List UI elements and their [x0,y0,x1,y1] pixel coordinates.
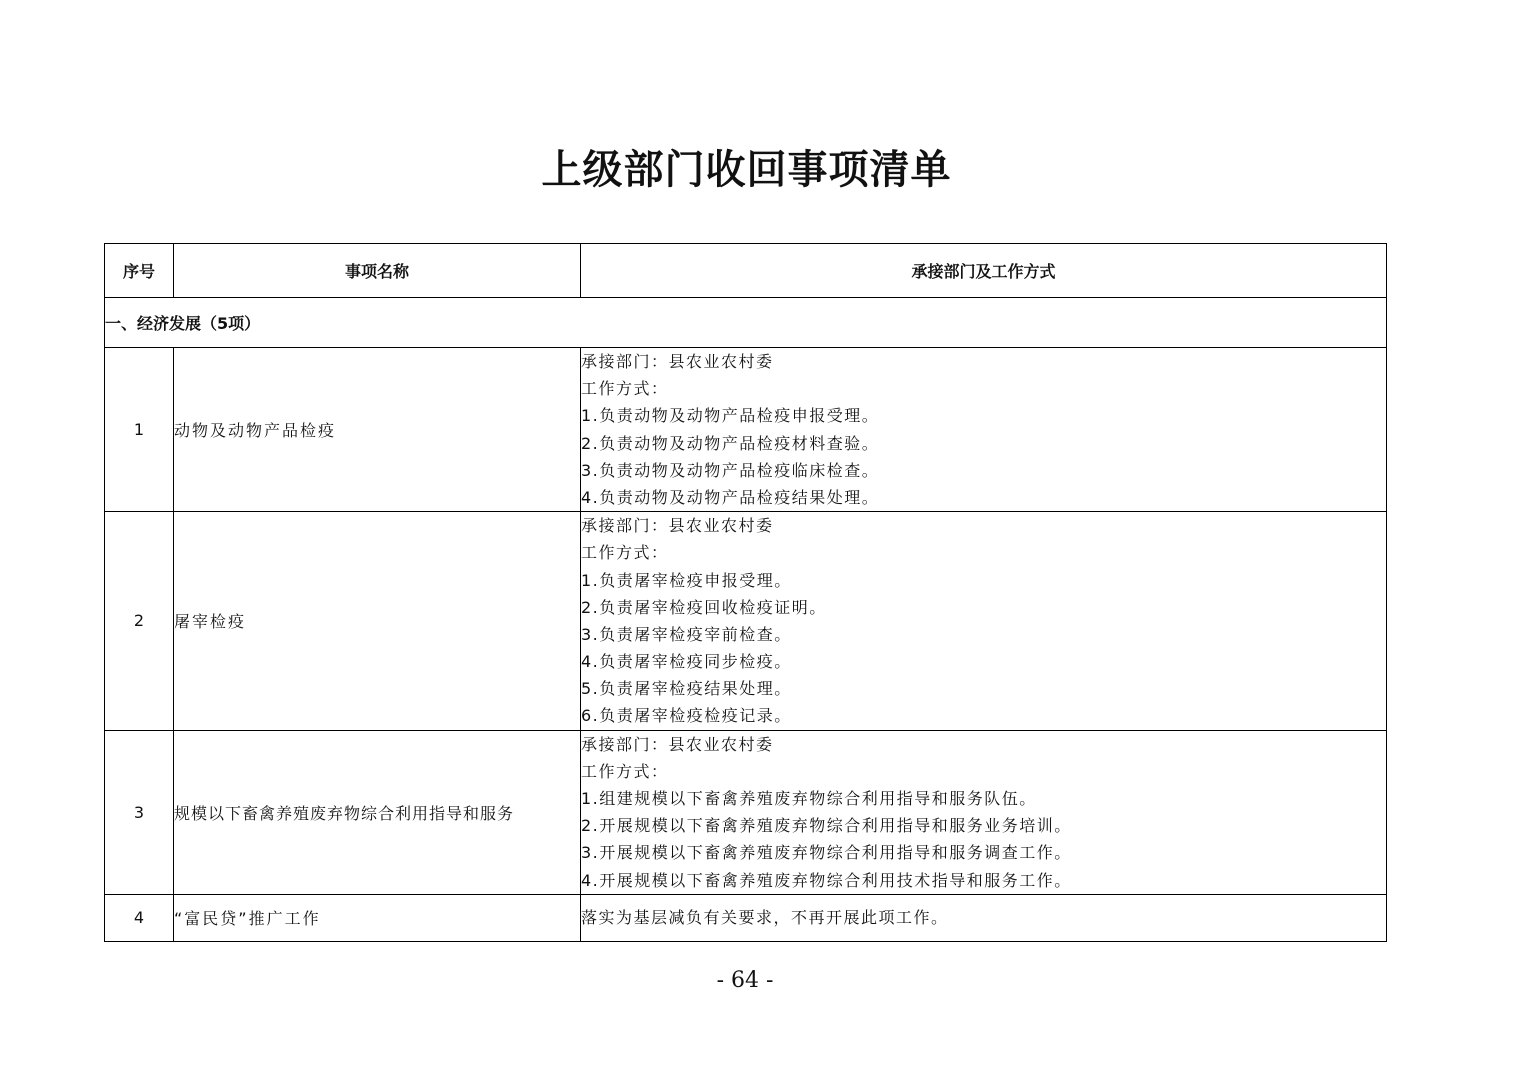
method-line: 工作方式： [581,379,669,399]
section-row [105,298,1387,348]
matters-table [104,243,1387,942]
row-number: 2 [105,512,174,731]
method-line: 承接部门：县农业农村委 [581,352,774,371]
page-title: 上级部门收回事项清单 [541,146,952,193]
method-line: 5.负责屠宰检疫结果处理。 [581,679,792,699]
method-line: 3.开展规模以下畜禽养殖废弃物综合利用指导和服务调查工作。 [581,843,1072,863]
method-line: 2.负责动物及动物产品检疫材料查验。 [581,433,880,453]
table-row [105,348,1387,512]
method-line: 4.开展规模以下畜禽养殖废弃物综合利用技术指导和服务工作。 [581,870,1072,890]
method-cell [581,348,1387,512]
method-line: 承接部门：县农业农村委 [581,734,774,754]
header-method: 承接部门及工作方式 [581,244,1387,298]
method-line: 承接部门：县农业农村委 [581,516,774,536]
header-no: 序号 [105,244,174,298]
section-heading: 一、经济发展（5项） [105,298,1387,348]
method-line: 工作方式： [581,761,669,781]
method-line: 4.负责屠宰检疫同步检疫。 [581,652,792,672]
method-line: 4.负责动物及动物产品检疫结果处理。 [581,487,880,507]
method-line: 1.负责动物及动物产品检疫申报受理。 [581,406,880,426]
table-row [105,512,1387,731]
page-number: - 64 - [716,968,774,993]
row-number: 1 [105,348,174,512]
table-row [105,730,1387,894]
item-name: 屠宰检疫 [174,512,581,731]
method-cell [581,730,1387,894]
header-name: 事项名称 [174,244,581,298]
method-line: 工作方式： [581,543,669,563]
item-name: 动物及动物产品检疫 [174,348,581,512]
method-line: 3.负责屠宰检疫宰前检查。 [581,624,792,644]
item-name: “富民贷”推广工作 [174,894,581,941]
method-line: 3.负责动物及动物产品检疫临床检查。 [581,460,880,480]
method-line: 6.负责屠宰检疫检疫记录。 [581,706,792,726]
row-number: 3 [105,730,174,894]
method-cell [581,894,1387,941]
method-line: 2.负责屠宰检疫回收检疫证明。 [581,597,827,617]
method-line: 1.负责屠宰检疫申报受理。 [581,570,792,590]
method-cell [581,512,1387,731]
method-line: 2.开展规模以下畜禽养殖废弃物综合利用指导和服务业务培训。 [581,816,1072,836]
row-number: 4 [105,894,174,941]
method-line: 落实为基层减负有关要求，不再开展此项工作。 [581,908,949,928]
method-line: 1.组建规模以下畜禽养殖废弃物综合利用指导和服务队伍。 [581,789,1037,808]
table-row [105,894,1387,941]
item-name: 规模以下畜禽养殖废弃物综合利用指导和服务 [174,730,581,894]
table-header-row [105,244,1387,298]
